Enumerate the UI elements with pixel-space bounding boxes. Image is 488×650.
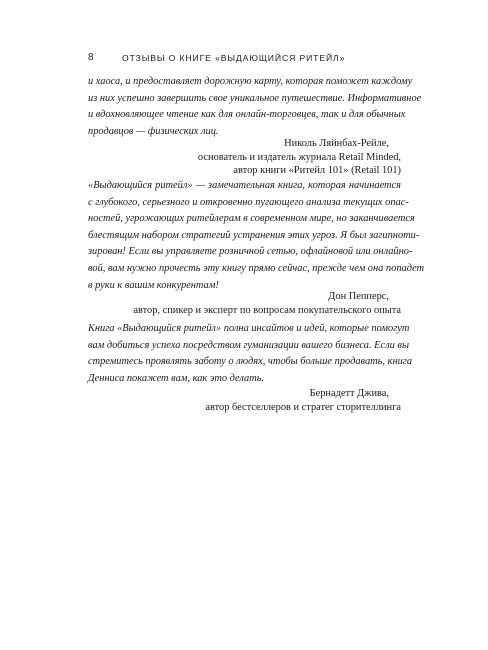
testimonial-1 — [88, 74, 422, 140]
quote-line: вой, вам нужно прочесть эту книгу прямо сейчас, прежде чем она попадет — [88, 262, 425, 274]
quote-line: продавцов — физических лиц. — [88, 125, 219, 137]
author-name: Бернадетт Джива, — [309, 388, 389, 399]
testimonial-quote — [88, 74, 422, 140]
author-role-line: автор, спикер и эксперт по вопросам покупательского опыта — [133, 304, 401, 316]
quote-line: и вдохновляющее чтение как для онлайн-торговцев, так и для обычных — [88, 109, 406, 121]
attribution — [88, 387, 401, 414]
running-head — [88, 51, 388, 65]
quote-line: с глубокого, серьезного и откровенно пугающего анализа текущих опас- — [88, 196, 409, 208]
testimonial-3-attribution — [88, 387, 401, 414]
author-role-line: автор бестселлеров и стратег сторителлинга — [205, 401, 401, 413]
testimonial-2-attribution — [88, 290, 401, 317]
page-number: 8 — [88, 52, 94, 63]
testimonial-1-attribution — [88, 137, 401, 178]
quote-line: стремитесь проявлять заботу о людях, чтобы больше продавать, книга — [88, 356, 413, 368]
testimonial-3 — [88, 321, 413, 387]
quote-line: Книга «Выдающийся ритейл» полна инсайтов и идей, которые помогут — [88, 323, 410, 334]
author-role-line: основатель и издатель журнала Retail Minded, — [197, 151, 401, 163]
quote-line: Денниса покажет вам, как это делать. — [88, 372, 265, 384]
quote-line: зирован! Если вы управляете розничной сетью, офлайновой или онлайно- — [88, 246, 413, 258]
author-name: Николь Ляйнбах-Рейле, — [284, 138, 389, 149]
testimonial-quote — [88, 321, 413, 387]
attribution — [88, 137, 401, 178]
quote-line: вам добиться успеха посредством гуманизации вашего бизнеса. Если вы — [88, 339, 409, 351]
running-title: ОТЗЫВЫ О КНИГЕ «ВЫДАЮЩИЙСЯ РИТЕЙЛ» — [122, 53, 346, 63]
quote-line: ностей, угрожающих ритейлерам в современном мире, но заканчивается — [88, 213, 415, 225]
author-role-line: автор книги «Ритейл 101» (Retail 101) — [233, 165, 401, 177]
attribution — [88, 290, 401, 317]
testimonial-2 — [88, 178, 425, 294]
quote-line: и хаоса, и предоставляет дорожную карту, которая поможет каждому — [88, 76, 413, 87]
quote-line: «Выдающийся ритейл» — замечательная книга, которая начинается — [88, 180, 401, 191]
quote-line: блестящим набором стратегий устранения этих угроз. Я был загипноти- — [88, 229, 420, 241]
author-name: Дон Пепперс, — [328, 291, 389, 302]
testimonial-quote — [88, 178, 425, 294]
quote-line: из них успешно завершить свое уникальное путешествие. Информативное — [88, 92, 422, 104]
quote-line: в руки к вашим конкурентам! — [88, 279, 219, 291]
